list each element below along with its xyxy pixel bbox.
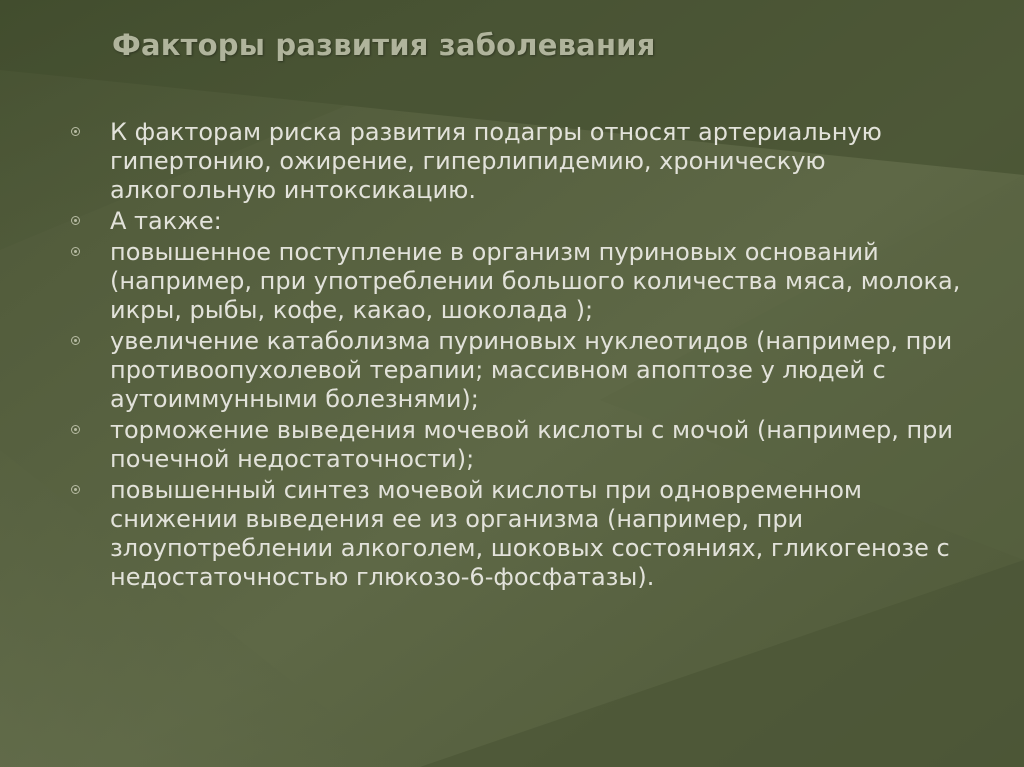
list-item (70, 238, 970, 325)
bullet-circle-icon (71, 216, 80, 225)
bullet-circle-icon (71, 425, 80, 434)
list-item (70, 416, 970, 474)
bullet-circle-icon (71, 485, 80, 494)
bullet-circle-icon (71, 127, 80, 136)
bullet-text: К факторам риска развития подагры относят артериальную гипертонию, ожирение, гиперлипидемию, хроническую алкогольную интоксикацию. (110, 118, 882, 204)
bullet-text: повышенный синтез мочевой кислоты при одновременном снижении выведения ее из организма (например, при злоупотреблении алкоголем, шоковых состояниях, гликогенозе с недостаточностью глюкозо-6-фосфатазы). (110, 476, 950, 591)
list-item (70, 327, 970, 414)
bullet-list (70, 118, 970, 594)
bullet-text: увеличение катаболизма пуриновых нуклеотидов (например, при противоопухолевой терапии; массивном апоптозе у людей с аутоиммунными болезнями); (110, 327, 953, 413)
list-item (70, 207, 970, 236)
bullet-circle-icon (71, 336, 80, 345)
list-item (70, 118, 970, 205)
bullet-circle-icon (71, 247, 80, 256)
list-item (70, 476, 970, 592)
slide-title: Факторы развития заболевания (112, 28, 656, 62)
bullet-text: повышенное поступление в организм пуриновых оснований (например, при употреблении большого количества мяса, молока, икры, рыбы, кофе, какао, шоколада ); (110, 238, 961, 324)
bullet-text: торможение выведения мочевой кислоты с мочой (например, при почечной недостаточности); (110, 416, 954, 473)
bullet-text: А также: (110, 207, 222, 235)
